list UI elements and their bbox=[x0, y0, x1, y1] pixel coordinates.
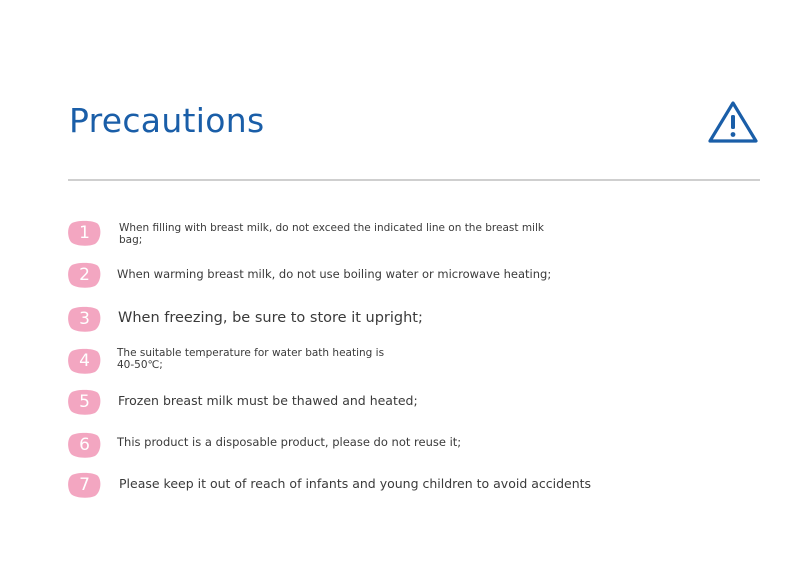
number-badge bbox=[68, 220, 101, 246]
item-text: When warming breast milk, do not use boiling water or microwave heating; bbox=[117, 267, 552, 281]
page-title: Precautions bbox=[69, 101, 265, 140]
number-badge bbox=[68, 432, 101, 458]
item-text: When freezing, be sure to store it upright; bbox=[118, 310, 423, 326]
badge-number: 5 bbox=[79, 392, 90, 412]
number-badge bbox=[68, 348, 101, 374]
badge-number: 7 bbox=[79, 475, 90, 495]
item-text: This product is a disposable product, please do not reuse it; bbox=[117, 435, 462, 449]
warning-triangle-icon bbox=[707, 100, 759, 144]
number-badge bbox=[68, 389, 101, 415]
number-badge bbox=[68, 306, 101, 332]
item-text: When filling with breast milk, do not exceed the indicated line on the breast milk bag; bbox=[119, 222, 544, 246]
number-badge bbox=[68, 472, 101, 498]
badge-number: 2 bbox=[79, 265, 90, 285]
item-text: Please keep it out of reach of infants and young children to avoid accidents bbox=[119, 476, 592, 491]
badge-number: 3 bbox=[79, 309, 90, 329]
badge-number: 1 bbox=[79, 223, 90, 243]
badge-number: 6 bbox=[79, 435, 90, 455]
badge-number: 4 bbox=[79, 351, 90, 371]
item-text: Frozen breast milk must be thawed and heated; bbox=[118, 393, 418, 408]
header-divider bbox=[68, 179, 760, 181]
item-text: The suitable temperature for water bath heating is 40-50℃; bbox=[117, 347, 385, 371]
number-badge bbox=[68, 262, 101, 288]
